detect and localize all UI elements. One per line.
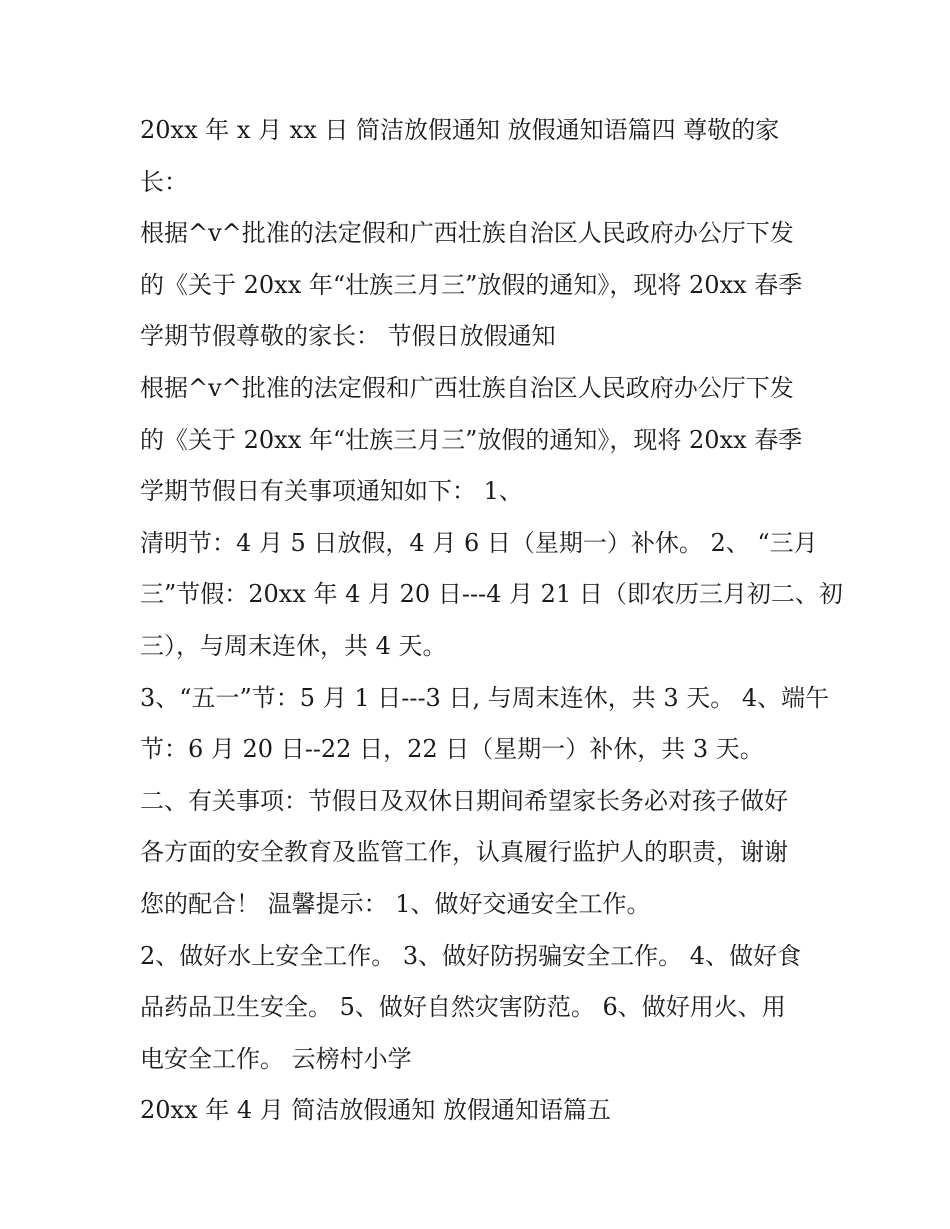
text-line: 您的配合！ 温馨提示： 1、做好交通安全工作。 bbox=[140, 889, 651, 918]
text-line: 二、有关事项：节假日及双休日期间希望家长务必对孩子做好 bbox=[140, 786, 788, 815]
text-line: 学期节假日有关事项通知如下： 1、 bbox=[140, 477, 523, 506]
text-line: 20xx 年 x 月 xx 日 简洁放假通知 放假通知语篇四 尊敬的家 bbox=[140, 116, 780, 144]
text-line: 三），与周末连休，共 4 天。 bbox=[140, 631, 447, 660]
text-line: 品药品卫生安全。 5、做好自然灾害防范。 6、做好用火、用 bbox=[140, 993, 786, 1022]
text-line: 2、做好水上安全工作。 3、做好防拐骗安全工作。 4、做好食 bbox=[140, 941, 802, 970]
text-line: 学期节假尊敬的家长： 节假日放假通知 bbox=[140, 322, 556, 351]
text-line: 20xx 年 4 月 简洁放假通知 放假通知语篇五 bbox=[140, 1096, 612, 1125]
text-line: 根据^v^批准的法定假和广西壮族自治区人民政府办公厅下发 bbox=[140, 219, 794, 248]
text-line: 长： bbox=[140, 167, 188, 196]
text-line: 节：6 月 20 日--22 日，22 日（星期一）补休，共 3 天。 bbox=[140, 735, 764, 764]
text-line: 三”节假：20xx 年 4 月 20 日---4 月 21 日（即农历三月初二、初 bbox=[140, 580, 843, 609]
text-line: 根据^v^批准的法定假和广西壮族自治区人民政府办公厅下发 bbox=[140, 373, 794, 402]
text-line: 3、“五一”节：5 月 1 日---3 日, 与周末连休，共 3 天。 4、端午 bbox=[140, 683, 830, 712]
document-body bbox=[140, 105, 843, 1137]
text-line: 各方面的安全教育及监管工作，认真履行监护人的职责，谢谢 bbox=[140, 838, 788, 867]
text-line: 电安全工作。 云榜村小学 bbox=[140, 1044, 412, 1073]
text-line: 清明节：4 月 5 日放假，4 月 6 日（星期一）补休。 2、 “三月 bbox=[140, 528, 818, 557]
text-line: 的《关于 20xx 年“壮族三月三”放假的通知》，现将 20xx 春季 bbox=[140, 425, 803, 454]
text-line: 的《关于 20xx 年“壮族三月三”放假的通知》，现将 20xx 春季 bbox=[140, 270, 803, 299]
